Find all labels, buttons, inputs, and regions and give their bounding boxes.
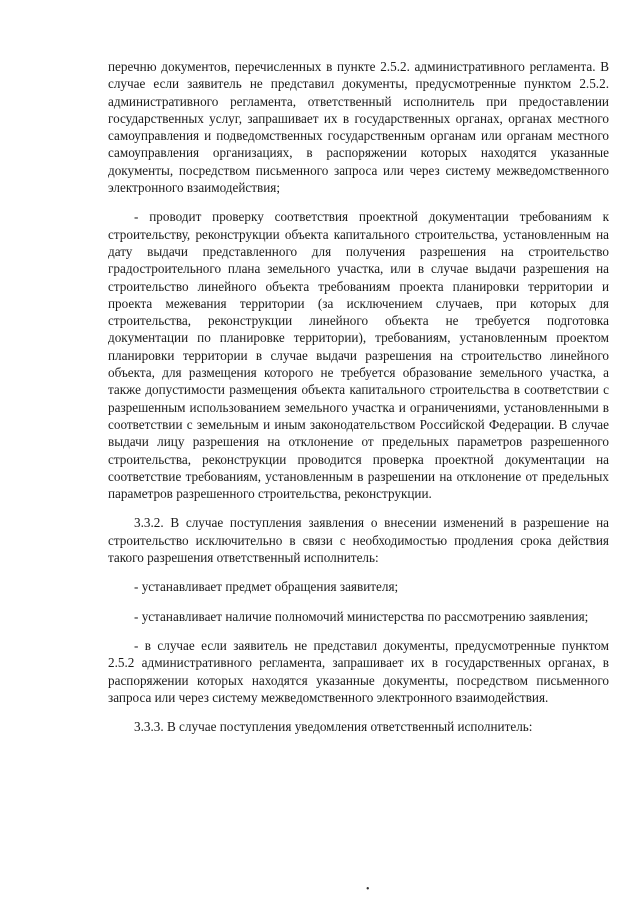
document-page [108, 58, 609, 747]
paragraph-missing-documents: - в случае если заявитель не представил документы, предусмотренные пунктом 2.5.2 административного регламента, запрашивает их в государственных органах, в распоряжении которых находятся указанные документы, посредством письменного запроса или через систему межведомственного электронного взаимодействия. [108, 637, 609, 705]
paragraph-documents-request: перечню документов, перечисленных в пункте 2.5.2. административного регламента. В случае если заявитель не представил документы, предусмотренные пунктом 2.5.2. административного регламента, ответственный исполнитель при предоставлении государственных услуг, запрашивает их в государственных органах, органах местного самоуправления и подведомственных государственным органам или органам местного самоуправления организациях, в распоряжении которых находятся указанные документы, посредством письменного запроса или через систему межведомственного электронного взаимодействия; [108, 59, 609, 196]
page-marker: • [366, 884, 370, 895]
paragraph-3-3-2: 3.3.2. В случае поступления заявления о внесении изменений в разрешение на строительство исключительно в связи с необходимостью продления срока действия такого разрешения ответственный исполнитель: [108, 515, 609, 566]
paragraph-project-check: - проводит проверку соответствия проектной документации требованиям к строительству, реконструкции объекта капитального строительства, установленным на дату выдачи представленного для получения разрешения на строительство градостроительного плана земельного участка, или в случае выдачи разрешения на строительство линейного объекта требованиям проекта планировки территории и проекта межевания территории (за исключением случаев, при которых для строительства, реконструкции линейного объекта не требуется подготовка документации по планировке территории), требованиям, установленным проектом планировки территории в случае выдачи разрешения на строительство линейного объекта, для размещения которого не требуется образование земельного участка, а также допустимости размещения объекта капитального строительства в соответствии с разрешенным использованием земельного участка и ограничениями, установленными в соответствии с земельным и иным законодательством Российской Федерации. В случае выдачи лицу разрешения на отклонение от предельных параметров разрешенного строительства, реконструкции проводится проверка проектной документации на соответствие требованиям, установленным в разрешении на отклонение от предельных параметров разрешенного строительства, реконструкции. [108, 209, 609, 502]
paragraph-3-3-3: 3.3.3. В случае поступления уведомления ответственный исполнитель: [134, 719, 533, 735]
paragraph-subject-of-request: - устанавливает предмет обращения заявителя; [134, 579, 399, 595]
paragraph-ministry-authority: - устанавливает наличие полномочий министерства по рассмотрению заявления; [134, 608, 589, 624]
